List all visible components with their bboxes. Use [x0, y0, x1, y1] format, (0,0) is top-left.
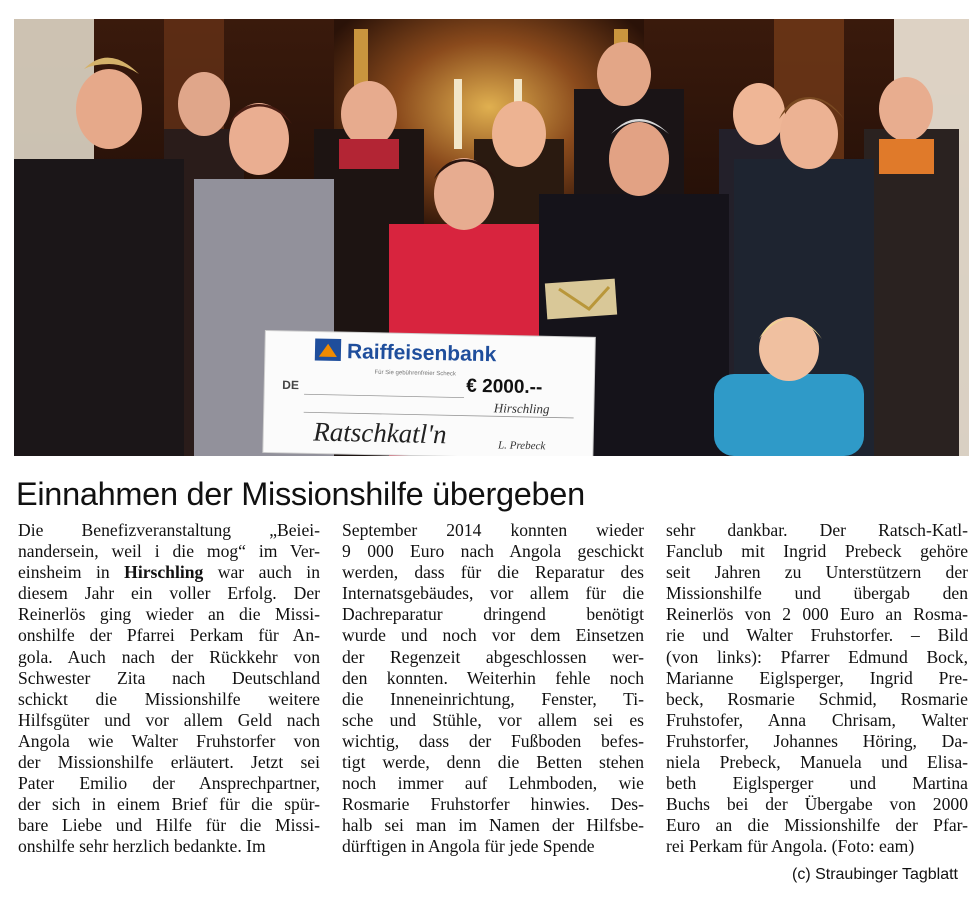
article-line [666, 668, 968, 689]
cheque-signature: L. Prebeck [497, 439, 546, 453]
text-segment: onshilfe der Pfarrei Perkam für An- [18, 625, 320, 646]
article-line [18, 647, 320, 668]
text-segment: Hilfsgüter und vor allem Geld nach [18, 709, 320, 730]
text-segment: halb sei man im Namen der Hilfsbe- [342, 815, 644, 836]
text-segment: die Inneneinrichtung, Fenster, Ti- [342, 688, 644, 709]
article-line [18, 815, 320, 836]
text-segment: Euro an die Missionshilfe der Pfar- [666, 815, 968, 836]
text-segment: der Regenzeit abgeschlossen wer- [342, 646, 644, 667]
cheque-de-mark: DE [282, 377, 300, 393]
text-segment: rei Perkam für Angola. (Foto: eam) [666, 836, 915, 857]
article-line [342, 583, 644, 604]
article-column-2 [342, 520, 644, 856]
article-line [18, 710, 320, 731]
article-line [666, 647, 968, 668]
article-line [666, 815, 968, 836]
article-line [342, 520, 644, 541]
article-line [18, 731, 320, 752]
cheque-payee: Ratschkatl'n [312, 416, 447, 450]
text-segment: Reinerlös ging wieder an die Missi- [18, 604, 320, 625]
text-segment: war auch in [203, 562, 320, 583]
text-segment: werden, dass für die Reparatur des [342, 562, 644, 583]
article-line [18, 752, 320, 773]
cheque-place: Hirschling [493, 400, 550, 417]
cheque-small-print: Für Sie gebührenfreier Scheck [374, 369, 456, 378]
gift-envelope [545, 279, 617, 320]
text-segment: seit Jahren zu Unterstützern der [666, 562, 968, 583]
text-segment: Internatsgebäudes, vor allem für die [342, 583, 644, 604]
article-line [18, 773, 320, 794]
article-line [342, 836, 644, 857]
text-segment: wurde und noch vor dem Einsetzen [342, 625, 644, 646]
article-line [342, 794, 644, 815]
bold-place-name: Hirschling [124, 562, 204, 583]
article-headline: Einnahmen der Missionshilfe übergeben [16, 476, 585, 512]
article-line [666, 752, 968, 773]
cheque [263, 330, 595, 456]
article-line [666, 625, 968, 646]
text-segment: Missionshilfe und übergab den [666, 583, 968, 604]
article-line [18, 583, 320, 604]
text-segment: diesem Jahr ein voller Erfolg. Der [18, 583, 320, 604]
copyright-notice: (c) Straubinger Tagblatt [791, 866, 958, 883]
text-segment: wichtig, dass der Fußboden befes- [342, 730, 644, 751]
cheque-amount: € 2000.-- [466, 375, 543, 399]
text-segment: noch immer auf Lehmboden, wie [342, 773, 644, 794]
altar-candle-1 [454, 79, 462, 149]
text-segment: 9 000 Euro nach Angola geschickt [342, 541, 644, 562]
text-segment: bare Liebe und Hilfe für die Missi- [18, 815, 320, 836]
text-segment: Schwester Zita nach Deutschland [18, 667, 320, 688]
article-line [342, 773, 644, 794]
article-line [18, 604, 320, 625]
article-line [342, 668, 644, 689]
text-segment: onshilfe sehr herzlich bedankte. Im [18, 836, 266, 857]
text-segment: beth Eiglsperger und Martina [666, 773, 968, 794]
text-segment: Die Benefizveranstaltung „Beiei- [18, 520, 320, 540]
text-segment: Reinerlös von 2 000 Euro an Rosma- [666, 604, 968, 625]
article-line [18, 562, 320, 583]
article-line [342, 710, 644, 731]
text-segment: Fruhstofer, Anna Chrisam, Walter [666, 709, 968, 730]
article-line [342, 625, 644, 646]
article-line [666, 583, 968, 604]
text-segment: der sich in einem Brief für die spür- [18, 794, 320, 815]
article-line [18, 668, 320, 689]
text-segment: Angola wie Walter Fruhstorfer von [18, 730, 320, 751]
article-line [666, 836, 968, 857]
article-line [666, 604, 968, 625]
article-line [342, 815, 644, 836]
group-photo-illustration [14, 19, 969, 456]
text-segment: einsheim in [18, 562, 125, 583]
text-segment: den konnten. Weiterhin fehle noch [342, 667, 644, 688]
article-line [18, 541, 320, 562]
article-column-1 [18, 520, 320, 856]
text-segment: tigt werde, denn die Betten stehen [342, 752, 644, 773]
article-line [18, 625, 320, 646]
article-line [18, 689, 320, 710]
text-segment: sche und Stühle, vor allem sei es [342, 709, 644, 730]
article-line [666, 541, 968, 562]
text-segment: nandersein, weil i die mog“ im Ver- [18, 541, 320, 562]
article-line [666, 562, 968, 583]
text-segment: Fruhstorfer, Johannes Höring, Da- [666, 730, 968, 751]
article-line [342, 562, 644, 583]
text-segment: sehr dankbar. Der Ratsch-Katl- [666, 520, 968, 540]
text-segment: Marianne Eiglsperger, Ingrid Pre- [666, 667, 968, 688]
text-segment: schickt die Missionshilfe weitere [18, 688, 320, 709]
text-segment: Fanclub mit Ingrid Prebeck gehöre [666, 541, 968, 562]
article-line [666, 520, 968, 541]
article-line [666, 689, 968, 710]
group-photo [14, 19, 969, 456]
text-segment: niela Prebeck, Manuela und Elisa- [666, 752, 968, 773]
article-body [18, 520, 968, 856]
article-line [666, 773, 968, 794]
article-line [342, 647, 644, 668]
text-segment: rie und Walter Fruhstorfer. – Bild [666, 625, 968, 646]
article-line [342, 604, 644, 625]
text-segment: beck, Rosmarie Schmid, Rosmarie [666, 688, 968, 709]
text-segment: September 2014 konnten wieder [342, 520, 644, 540]
article-line [666, 794, 968, 815]
article-line [18, 520, 320, 541]
article-line [342, 731, 644, 752]
text-segment: dürftigen in Angola für jede Spende [342, 836, 595, 857]
text-segment: (von links): Pfarrer Edmund Bock, [666, 646, 968, 667]
text-segment: Pater Emilio der Ansprechpartner, [18, 773, 320, 794]
article-line [342, 541, 644, 562]
text-segment: Buchs bei der Übergabe von 2000 [666, 794, 968, 815]
article-line [666, 731, 968, 752]
text-segment: der Missionshilfe erläutert. Jetzt sei [18, 752, 320, 773]
text-segment: Rosmarie Fruhstorfer hinwies. Des- [342, 794, 644, 815]
article-line [18, 836, 320, 857]
article-line [18, 794, 320, 815]
text-segment: gola. Auch nach der Rückkehr von [18, 646, 320, 667]
cheque-bank-name: Raiffeisenbank [346, 340, 497, 367]
text-segment: Dachreparatur dringend benötigt [342, 604, 644, 625]
article-line [342, 752, 644, 773]
article-line [342, 689, 644, 710]
article-line [666, 710, 968, 731]
article-column-3 [666, 520, 968, 856]
